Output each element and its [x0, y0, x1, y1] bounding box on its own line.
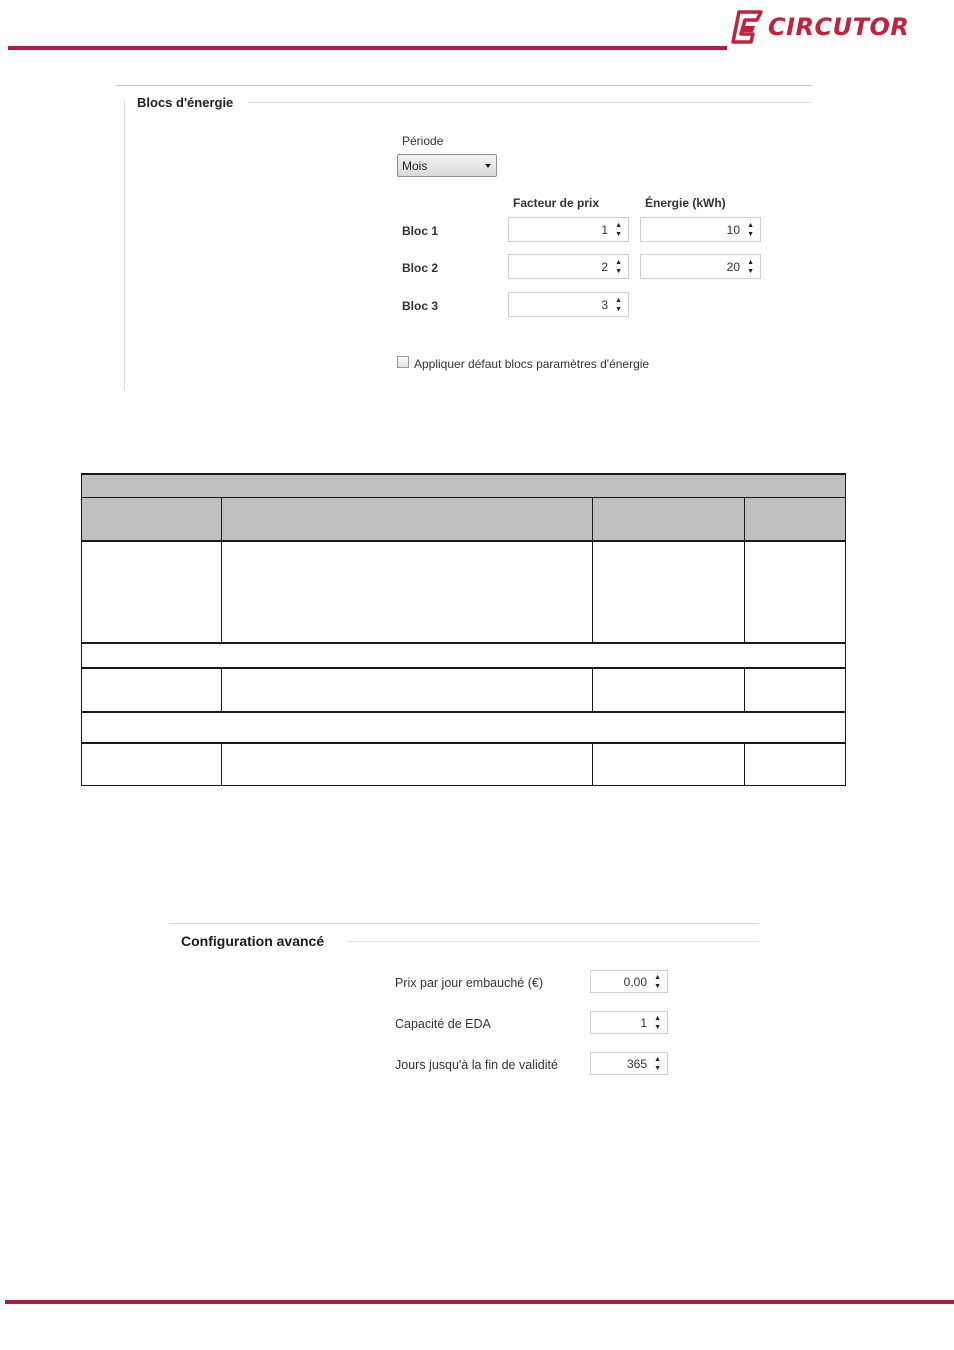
table-rule — [221, 498, 222, 643]
price-factor-header: Facteur de prix — [513, 196, 600, 210]
advanced-legend-line — [348, 941, 759, 942]
eda-capacity-stepper[interactable] — [590, 1011, 668, 1034]
table-rule — [592, 498, 593, 643]
table-rule — [81, 667, 846, 669]
brand-name: CIRCUTOR — [768, 13, 910, 41]
table-rule — [81, 473, 846, 475]
parameters-table — [81, 473, 846, 786]
spin-down-icon[interactable]: ▼ — [615, 268, 622, 275]
bloc-1-price-factor-stepper[interactable] — [508, 217, 629, 242]
table-rule — [744, 668, 745, 712]
chevron-down-icon — [485, 164, 491, 168]
eda-capacity-label: Capacité de EDA — [395, 1017, 491, 1031]
spin-up-icon[interactable]: ▲ — [654, 1015, 661, 1022]
spin-down-icon[interactable]: ▼ — [654, 983, 661, 990]
table-rule — [592, 743, 593, 786]
table-rule — [744, 743, 745, 786]
table-rule — [81, 642, 846, 644]
spin-up-icon[interactable]: ▲ — [615, 259, 622, 266]
header-rule — [8, 46, 727, 50]
panel-border-top — [116, 85, 812, 86]
table-rule — [845, 473, 846, 786]
footer-rule — [5, 1300, 954, 1304]
spin-up-icon[interactable]: ▲ — [747, 259, 754, 266]
advanced-config-title: Configuration avancé — [181, 933, 325, 949]
period-label: Période — [402, 134, 444, 148]
spin-up-icon[interactable]: ▲ — [654, 1056, 661, 1063]
circutor-logo-icon — [731, 10, 765, 44]
spin-down-icon[interactable]: ▼ — [615, 231, 622, 238]
table-rule — [221, 743, 222, 786]
spin-down-icon[interactable]: ▼ — [654, 1065, 661, 1072]
apply-default-blocks-label: Appliquer défaut blocs paramètres d'énergie — [414, 357, 650, 371]
apply-default-blocks-checkbox[interactable] — [397, 356, 409, 368]
period-select[interactable] — [397, 154, 497, 177]
energy-blocks-title: Blocs d'énergie — [137, 95, 234, 110]
price-per-day-label: Prix par jour embauché (€) — [395, 976, 543, 990]
table-rule — [81, 497, 846, 498]
spin-down-icon[interactable]: ▼ — [654, 1024, 661, 1031]
table-rule — [81, 473, 82, 786]
spin-up-icon[interactable]: ▲ — [615, 222, 622, 229]
bloc-2-price-factor-value: 2 — [601, 260, 608, 274]
bloc-1-label: Bloc 1 — [402, 224, 439, 238]
eda-capacity-value: 1 — [640, 1016, 647, 1030]
table-rule — [81, 711, 846, 713]
spin-down-icon[interactable]: ▼ — [747, 231, 754, 238]
spin-up-icon[interactable]: ▲ — [615, 297, 622, 304]
brand-logo — [731, 10, 911, 46]
advanced-border-top — [169, 923, 759, 924]
spin-down-icon[interactable]: ▼ — [615, 306, 622, 313]
bloc-2-label: Bloc 2 — [402, 261, 439, 275]
bloc-3-price-factor-value: 3 — [601, 298, 608, 312]
table-rule — [81, 742, 846, 744]
table-header — [81, 473, 846, 540]
price-per-day-value: 0,00 — [623, 975, 647, 989]
period-select-value: Mois — [402, 159, 428, 173]
table-rule — [81, 540, 846, 542]
spin-up-icon[interactable]: ▲ — [747, 222, 754, 229]
group-legend-line — [248, 102, 812, 103]
table-rule — [221, 668, 222, 712]
bloc-1-price-factor-value: 1 — [601, 223, 608, 237]
spin-up-icon[interactable]: ▲ — [654, 974, 661, 981]
table-rule — [592, 668, 593, 712]
table-rule — [81, 785, 846, 786]
price-per-day-stepper[interactable] — [590, 970, 668, 993]
spin-down-icon[interactable]: ▼ — [747, 268, 754, 275]
days-until-expiry-stepper[interactable] — [590, 1052, 668, 1075]
bloc-3-price-factor-stepper[interactable] — [508, 292, 629, 317]
days-until-expiry-value: 365 — [626, 1057, 647, 1071]
panel-border-left — [124, 100, 125, 390]
energy-header: Énergie (kWh) — [645, 196, 726, 210]
table-rule — [744, 498, 745, 643]
bloc-2-energy-stepper[interactable] — [640, 254, 761, 279]
bloc-1-energy-value: 10 — [726, 223, 740, 237]
bloc-2-energy-value: 20 — [726, 260, 740, 274]
days-until-expiry-label: Jours jusqu'à la fin de validité — [395, 1058, 558, 1072]
bloc-2-price-factor-stepper[interactable] — [508, 254, 629, 279]
bloc-3-label: Bloc 3 — [402, 299, 439, 313]
bloc-1-energy-stepper[interactable] — [640, 217, 761, 242]
